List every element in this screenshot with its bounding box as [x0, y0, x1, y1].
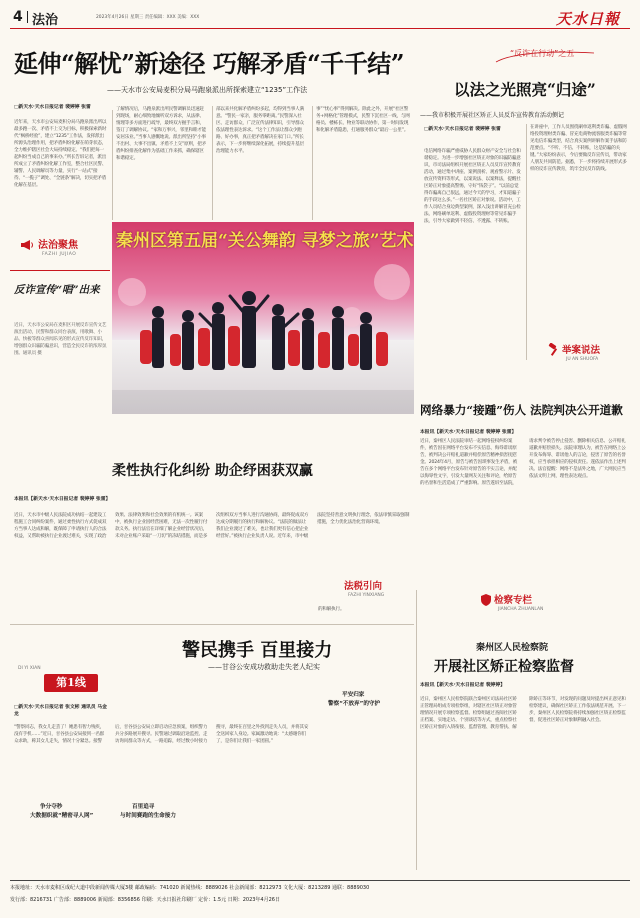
footer-line-2: 发行部：8216731 广告部：8889006 新闻部：8356856 印刷：天水日报社印刷厂 定价：1.5元 日期：2023年4月26日: [10, 897, 280, 903]
masthead-meta: 2023年4月26日 星期三 责任编辑：XXX 美编：XXX: [96, 15, 200, 20]
right-top-col-rule: [526, 124, 527, 360]
fazhi-yinxiang-label-en: FAZHI YINXIANG: [348, 593, 385, 598]
jiancha-byline: 本报讯【新天水·天水日报记者 裴婷婷】: [420, 683, 506, 688]
lead-body-col3: 部以来共化解矛盾纠纷多起，均得到当事人满意。“警民一家亲，服务零距离。”民警深入社区、走访群众，广泛宣传法律知识，引导群众依法理性表达诉求。“这个工作法让群众少跑路、好办事，真正把矛盾解决在家门口。”所长表示，下一步将继续深化拓展，持续提升基层治理能力水平。: [216, 107, 304, 154]
di-yi-xian-label-en: DI YI XIAN: [18, 666, 41, 671]
newspaper-logo: 天水日報: [556, 10, 621, 28]
right-top-subheadline: ——我市积极开展社区矫正人员反诈宣传教育活动侧记: [420, 112, 565, 119]
footer-rule: [10, 880, 630, 881]
page-number: 4: [13, 9, 23, 25]
bottom-subheadline: ——甘谷公安成功救助走失老人纪实: [208, 663, 320, 671]
masthead-separator: [27, 11, 28, 23]
jubian-shuofa-box: [528, 338, 628, 378]
bottom-body: “警察同志，我女儿走丢了！她患有智力残疾，没有手机……”近日，甘谷县公安局接到一名群众求助，称其女儿走失，情况十分紧急。接警后，甘谷县公安局立即启动应急预案，组织警力兵分多路展开搜寻。民警通过调取沿途监控、走访询问群众等方式，一路追踪，经过数小时接力搜寻，最终在百里之外找到走失人员，并将其安全送回家人身边。家属激动地说：“太感谢你们了，是你们让我们一家团圆。”: [14, 725, 309, 744]
fazhi-jujiao-label: 法治聚焦: [38, 240, 78, 251]
subhead-1-text: 大数据织就“精密寻人网”: [30, 813, 94, 819]
fazhi-jujiao-box: [14, 232, 108, 266]
jiancha-body: 近日，秦州区人民检察院联合秦州区司法局社区矫正管理局组成专项检察组，对辖区社区矫正对象管理情况开展专项检察监督。检察组通过查阅社区矫正档案、实地走访、个别谈话等方式，重点检察社区矫正对象的入矫衔接、监督管理、教育帮扶、解除矫正等环节，对发现的问题及时提出纠正意见和检察建议，确保社区矫正工作依法规范开展。下一步，秦州区人民检察院将持续加强社区矫正检察监督，促进社区矫正对象顺利融入社会。: [420, 697, 626, 730]
gavel-icon: [546, 342, 560, 356]
lead-byline: □新天水·天水日报记者 裴婷婷 张雷: [14, 105, 91, 110]
subhead-3: 平安归家: [342, 692, 365, 698]
lead-col-rule-1: [112, 110, 113, 220]
right-top-byline: □新天水·天水日报记者 裴婷婷 张雷: [424, 127, 501, 132]
jiancha-col-rule: [416, 590, 417, 870]
lead-body-col1: 近年来，天水市公安局麦积分局马跑泉派出所以最多跑一次、矛盾不上交为目标，积极探索新时代“枫桥经验”，建立“1235”工作法，发挥派出所源头治理作用，把矛盾纠纷化解在萌芽状态，全力维护辖区社会大局持续稳定。“我们把每一起纠纷当成自己的事来办。”所长告诉记者，派出所成立了矛盾纠纷化解工作室，整合社区民警、辅警、人民调解员等力量，实行“一站式”接待、“一揽子”调处、“全链条”解决，切实把矛盾化解在基层。: [14, 120, 107, 188]
di-yi-xian-box: [14, 660, 110, 700]
left-feature: [10, 270, 110, 442]
middle-body: 近日，天水市中级人民法院成功执结一起建设工程施工合同纠纷案件，通过柔性执行方式促成双方当事人达成和解，既保障了申请执行人的合法权益，又帮助被执行企业渡过难关，实现了政治效果、法律效果和社会效果的有机统一。该案中，被执行企业因经营困难，无法一次性履行付款义务。执行法官在详细了解企业经营状况后，未对企业账户采取“一刀切”的冻结措施，而是多次组织双方当事人进行沟通协商，最终促成双方达成分期履行的执行和解协议。“法院的做法让我们企业渡过了难关，也让我们更有信心把企业经营好。”被执行企业负责人说。近年来，市中级法院坚持善意文明执行理念，依法审慎采取强制措施，全力优化法治化营商环境。: [14, 513, 410, 539]
fazhi-yinxiang-label: 法税引向: [344, 581, 383, 592]
jiancha-label: 检察专栏: [494, 595, 533, 606]
megaphone-icon: [20, 236, 34, 248]
middle-headline: 柔性执行化纠纷 助企纾困获双赢: [112, 463, 313, 479]
di-yi-xian-badge: [44, 674, 98, 692]
left-feature-title: 反诈宣传“唱”出来: [14, 284, 100, 296]
middle-byline: 本报讯【新天水·天水日报记者 裴婷婷 张雷】: [14, 497, 111, 502]
court-body: 近日，秦州区人民法院审结一起网络侵权纠纷案件，被告因在网络平台发布不实信息、侮辱诽谤原告，被判决公开赔礼道歉并赔偿原告精神损害抚慰金。2024年4月，原告与被告因琐事发生矛盾，被告在多个网络平台发布针对原告的不实言论，并配以侮辱性文字，引发大量网友关注和评论，给原告的名誉和生活造成了严重影响。原告遂诉至法院，请求判令被告停止侵害、删除相关信息、公开赔礼道歉并赔偿损失。法院审理认为，被告在网络上公开发布侮辱、诽谤他人的言论，侵害了原告的名誉权，应当承担相应的侵权责任。遂依法作出上述判决。法官提醒：网络不是法外之地，广大网民应当依法文明上网，理性表达观点。: [420, 439, 626, 486]
shield-icon: [480, 592, 492, 606]
photo-banner-text: 秦州区第五届“关公舞韵 寻梦之旅”艺术: [116, 231, 414, 251]
footer-line-1: 本报地址：天水市麦积区成纪大道中段新闻传媒大厦3楼 邮政编码：741020 新闻热线：8889026 社会新闻部：8212973 文化大厦：8213289 通联：8889030: [10, 885, 370, 891]
jiancha-label-en: JIANCHA ZHUANLAN: [498, 607, 544, 612]
jiancha-headline: 开展社区矫正检察监督: [434, 659, 574, 675]
left-feature-rule-top: [10, 270, 110, 271]
right-top-body-col1: 电信网络诈骗严重威胁人民群众财产安全与社会和谐稳定。为进一步增强社区矫正对象的识骗防骗意识，市司法局组织开展社区矫正人员反诈宣传教育活动，通过集中讲座、案例剖析、观看警示片、发放宣传资料等形式，以案说法、以案释法，提醒社区矫正对象提高警惕，守好“钱袋子”。“以前总觉得诈骗离自己很远，通过今天的学习，才知道骗子的手段这么多。”一名社区矫正对象说。活动中，工作人员结合身边典型案例，深入浅出讲解冒充公检法、网络刷单返利、虚假投资理财等常见诈骗手法，引导大家做到不轻信、不透露、不转账。: [424, 149, 521, 224]
subhead-2-text: 与时间赛跑的生命接力: [120, 813, 176, 819]
lead-headline: 延伸“解忧”新途径 巧解矛盾“千千结”: [14, 49, 405, 78]
right-top-headline: 以法之光照亮“归途”: [454, 80, 596, 99]
right-top-body-col2: 在讲座中，工作人员围绕刷单返利类诈骗、虚假网络投资理财类诈骗、冒充电商物流客服类诈骗等常见电信诈骗类型，结合真实案例讲解作案手法和防范要点。“不听、不信、不转账，这是防骗的关键。”大家纷纷表示，今后要做反诈宣传员，带动家人朋友共同防范。据悉，下一步将持续开展形式多样的反诈宣传教育，筑牢全民反诈防线。: [530, 125, 627, 172]
masthead: [0, 0, 640, 30]
lead-body-col4: 事”“忧心事”得到解决。除此之外，开展“社区警务+网格化”管理模式，民警下沉社区一线，与网格员、楼栋长、物业等联动协作，第一时间发现和化解矛盾隐患，打通服务群众“最后一公里”。: [316, 107, 410, 133]
news-photo: [112, 222, 414, 414]
series-tag: [490, 47, 600, 63]
section-name: 法治: [32, 13, 59, 28]
middle-body-tail: 的和解执行。: [318, 607, 345, 612]
fazhi-yinxiang-box: [330, 574, 410, 604]
subhead-3-text: 警察“不放弃”的守护: [328, 701, 381, 707]
subhead-1: 争分夺秒: [40, 804, 63, 810]
jubian-shuofa-label: 举案说法: [562, 345, 601, 356]
court-headline: 网络暴力“接踵”伤人 法院判决公开道歉: [420, 403, 623, 417]
lead-body-col2: 了解情况后，马跑泉派出所民警调解员迅速赶到现场，耐心细致地倾听双方诉求，从法律、情理等多方面进行疏导，最终双方握手言和，签订了调解协议。“家和万事兴，邻里和睦才能安居乐业。”当事人感慨地说。派出所坚持“小事不出村、大事不出镇、矛盾不上交”原则，把矛盾纠纷排查化解作为基础工作来抓，确保辖区和谐稳定。: [116, 107, 207, 161]
jiancha-kicker: 秦州区人民检察院: [476, 643, 549, 653]
lead-col-rule-2: [212, 106, 213, 220]
lead-subheadline: ——天水市公安局麦积分局马跑泉派出所探索建立“1235”工作法: [107, 86, 308, 94]
subhead-2: 百里追寻: [132, 804, 155, 810]
bottom-headline: 警民携手 百里接力: [182, 640, 333, 661]
di-yi-xian-label: 第1线: [56, 676, 86, 689]
bottom-byline: □新天水·天水日报记者 张文彬 通讯员 马金龙: [14, 705, 107, 717]
series-tag-label: “反诈在行动”之五: [510, 49, 575, 58]
lead-col-rule-3: [312, 106, 313, 220]
fazhi-jujiao-label-en: FAZHI JUJIAO: [42, 252, 77, 257]
left-feature-caption: 近日，天水市公安局在麦积区开展反诈宣传文艺演出活动，民警和群众同台表演，用歌舞、小品、快板等群众喜闻乐见的形式宣传反诈知识，增强群众识骗防骗意识，营造全民反诈的浓厚氛围。通讯员 摄: [14, 323, 107, 356]
jiancha-box: [476, 588, 626, 624]
lower-section-rule: [10, 624, 414, 625]
masthead-rule: [10, 28, 630, 29]
jubian-shuofa-label-en: JU AN SHUOFA: [566, 357, 599, 362]
court-byline: 本报讯【新天水·天水日报记者 裴婷婷 张雷】: [420, 430, 517, 435]
